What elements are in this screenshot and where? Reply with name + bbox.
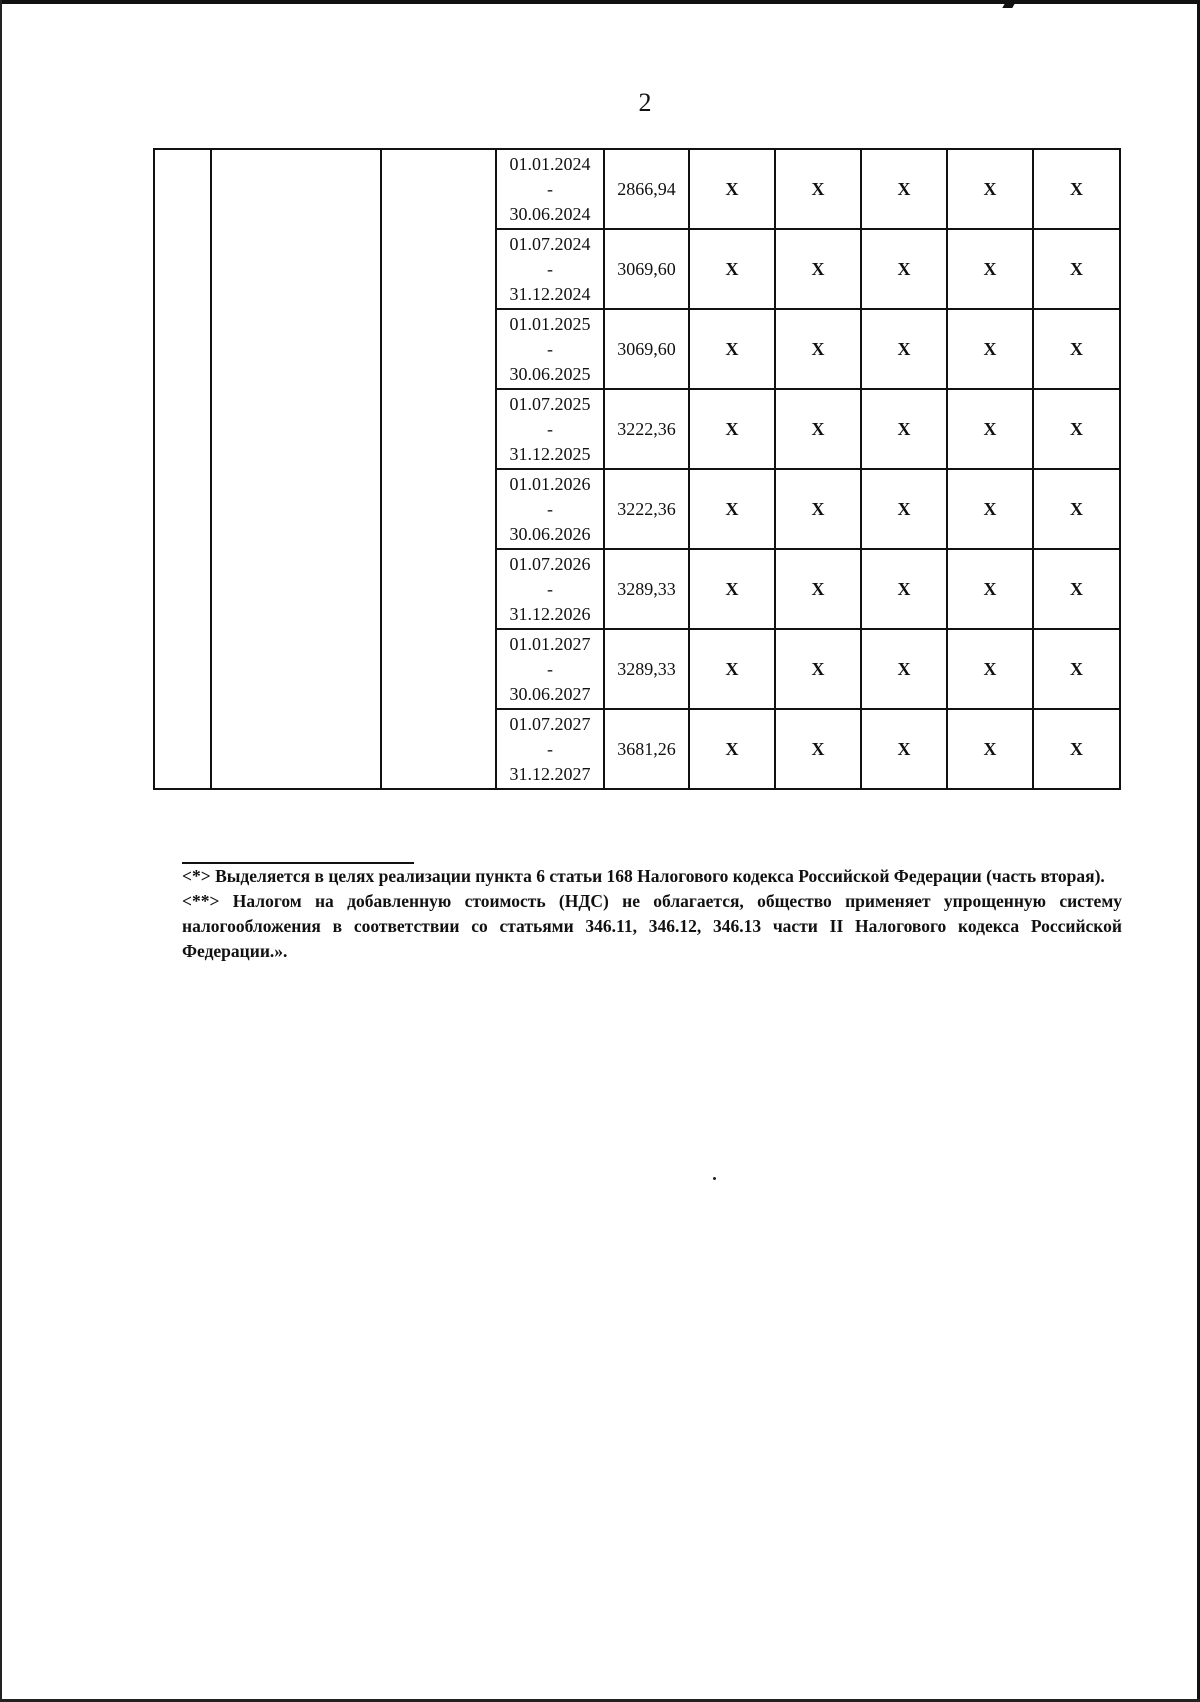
not-applicable-mark: X <box>689 229 775 309</box>
period-cell <box>496 389 604 469</box>
not-applicable-mark: X <box>947 469 1033 549</box>
not-applicable-mark: X <box>947 709 1033 789</box>
footnote-vat-allocated: <*> Выделяется в целях реализации пункта 6 статьи 168 Налогового кодекса Российской Федерации (часть вторая). <box>182 866 1105 886</box>
footnote-vat-exempt: <**> Налогом на добавленную стоимость (НДС) не облагается, общество применяет упрощенную систему налогообложения в соответствии со статьями 346.11, 346.12, 346.13 части II Налогового кодекса Российской Федерации.». <box>182 891 1122 961</box>
period-cell <box>496 709 604 789</box>
period-start: 01.07.2027 <box>509 713 591 734</box>
not-applicable-mark: X <box>861 709 947 789</box>
period-end: 31.12.2027 <box>509 763 591 784</box>
tariff-value-cell: 3289,33 <box>604 629 689 709</box>
not-applicable-mark: X <box>1033 149 1120 229</box>
not-applicable-mark: X <box>861 629 947 709</box>
not-applicable-mark: X <box>1033 309 1120 389</box>
empty-merged-cell <box>381 149 496 789</box>
not-applicable-mark: X <box>1033 389 1120 469</box>
not-applicable-mark: X <box>689 549 775 629</box>
period-start: 01.07.2025 <box>509 393 591 414</box>
not-applicable-mark: X <box>947 229 1033 309</box>
not-applicable-mark: X <box>947 149 1033 229</box>
period-start: 01.01.2025 <box>509 313 591 334</box>
scan-border-top <box>0 0 1200 4</box>
period-end: 30.06.2024 <box>509 203 591 224</box>
not-applicable-mark: X <box>1033 709 1120 789</box>
empty-merged-cell <box>154 149 211 789</box>
not-applicable-mark: X <box>1033 229 1120 309</box>
table-row <box>154 149 1120 229</box>
period-sep: - <box>547 418 553 439</box>
not-applicable-mark: X <box>861 549 947 629</box>
empty-merged-cell <box>211 149 381 789</box>
period-end: 31.12.2026 <box>509 603 591 624</box>
not-applicable-mark: X <box>1033 549 1120 629</box>
not-applicable-mark: X <box>775 149 861 229</box>
not-applicable-mark: X <box>689 309 775 389</box>
not-applicable-mark: X <box>775 229 861 309</box>
period-sep: - <box>547 498 553 519</box>
tariff-value-cell: 3069,60 <box>604 229 689 309</box>
not-applicable-mark: X <box>775 549 861 629</box>
not-applicable-mark: X <box>861 229 947 309</box>
tariff-value-cell: 2866,94 <box>604 149 689 229</box>
not-applicable-mark: X <box>861 309 947 389</box>
period-cell <box>496 309 604 389</box>
tariff-value-cell: 3222,36 <box>604 389 689 469</box>
not-applicable-mark: X <box>775 629 861 709</box>
period-sep: - <box>547 578 553 599</box>
scan-speck <box>713 1177 716 1180</box>
tariff-value-cell: 3069,60 <box>604 309 689 389</box>
not-applicable-mark: X <box>947 389 1033 469</box>
page-number: 2 <box>638 88 652 117</box>
tariff-table <box>153 148 1121 790</box>
not-applicable-mark: X <box>861 149 947 229</box>
period-end: 30.06.2027 <box>509 683 591 704</box>
not-applicable-mark: X <box>1033 629 1120 709</box>
period-cell <box>496 229 604 309</box>
tariff-value-cell: 3681,26 <box>604 709 689 789</box>
period-cell <box>496 629 604 709</box>
not-applicable-mark: X <box>775 469 861 549</box>
period-start: 01.01.2027 <box>509 633 591 654</box>
not-applicable-mark: X <box>947 549 1033 629</box>
period-start: 01.07.2026 <box>509 553 591 574</box>
period-start: 01.01.2024 <box>509 153 591 174</box>
not-applicable-mark: X <box>947 309 1033 389</box>
not-applicable-mark: X <box>861 389 947 469</box>
scan-artifact-mark <box>1002 2 1015 8</box>
not-applicable-mark: X <box>861 469 947 549</box>
not-applicable-mark: X <box>689 709 775 789</box>
period-sep: - <box>547 178 553 199</box>
period-cell <box>496 549 604 629</box>
footnotes <box>182 858 1122 964</box>
not-applicable-mark: X <box>775 709 861 789</box>
not-applicable-mark: X <box>1033 469 1120 549</box>
not-applicable-mark: X <box>689 149 775 229</box>
not-applicable-mark: X <box>775 309 861 389</box>
period-start: 01.07.2024 <box>509 233 591 254</box>
period-end: 30.06.2026 <box>509 523 591 544</box>
not-applicable-mark: X <box>689 389 775 469</box>
period-sep: - <box>547 738 553 759</box>
not-applicable-mark: X <box>689 469 775 549</box>
period-end: 30.06.2025 <box>509 363 591 384</box>
period-end: 31.12.2024 <box>509 283 591 304</box>
tariff-value-cell: 3222,36 <box>604 469 689 549</box>
not-applicable-mark: X <box>775 389 861 469</box>
period-cell <box>496 149 604 229</box>
period-sep: - <box>547 338 553 359</box>
table-body <box>154 149 1120 789</box>
period-sep: - <box>547 658 553 679</box>
scan-border-left <box>0 0 2 1702</box>
not-applicable-mark: X <box>947 629 1033 709</box>
tariff-value-cell: 3289,33 <box>604 549 689 629</box>
period-cell <box>496 469 604 549</box>
period-start: 01.01.2026 <box>509 473 591 494</box>
not-applicable-mark: X <box>689 629 775 709</box>
period-sep: - <box>547 258 553 279</box>
period-end: 31.12.2025 <box>509 443 591 464</box>
